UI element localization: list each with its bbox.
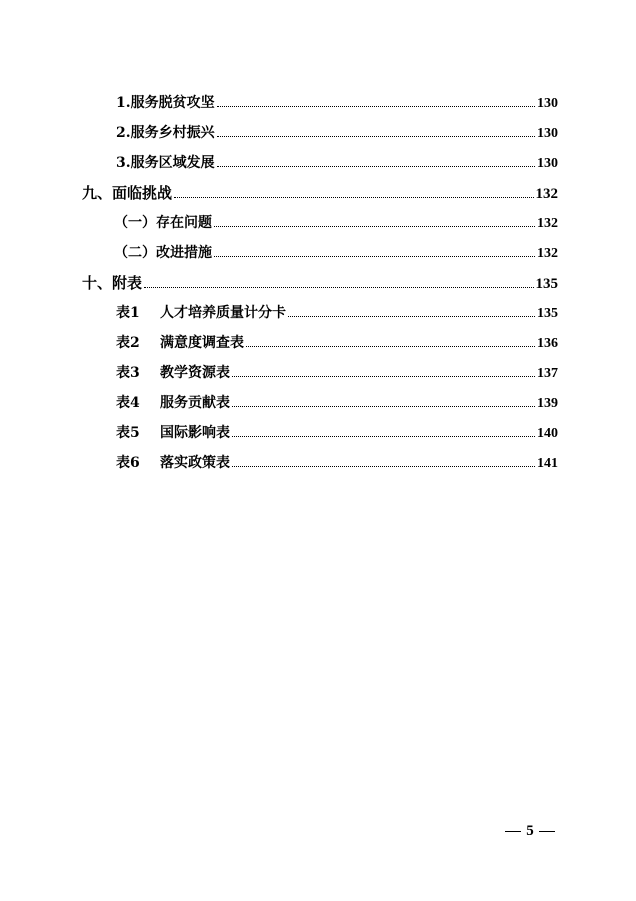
- toc-entry[interactable]: [114, 212, 558, 234]
- toc-entry-page: 130: [537, 156, 558, 171]
- dot-leader: [232, 466, 535, 467]
- toc-entry[interactable]: [116, 362, 558, 384]
- toc-entry[interactable]: [116, 92, 558, 114]
- dot-leader: [246, 346, 535, 347]
- dot-leader: [232, 406, 535, 407]
- toc-entry-title: 2.服务乡村振兴: [116, 125, 215, 141]
- table-label: 表4: [116, 395, 140, 411]
- toc-entry-page: 135: [535, 276, 558, 292]
- dot-leader: [214, 226, 535, 227]
- table-name: 满意度调查表: [160, 335, 244, 351]
- toc-entry-title: [116, 392, 230, 414]
- toc-entry-page: 135: [537, 306, 558, 321]
- toc-entry-title: [116, 332, 244, 354]
- toc-entry-page: 132: [537, 246, 558, 261]
- dot-leader: [217, 166, 535, 167]
- toc-entry-page: 132: [537, 216, 558, 231]
- toc-entry[interactable]: [82, 272, 558, 294]
- toc-entry-page: 140: [537, 426, 558, 441]
- toc-entry-page: 130: [537, 96, 558, 111]
- dot-leader: [217, 136, 535, 137]
- dot-leader: [174, 197, 533, 198]
- page-footer: [500, 823, 560, 840]
- table-name: 国际影响表: [160, 425, 230, 441]
- toc-entry[interactable]: [116, 422, 558, 444]
- toc-entry-title: 1.服务脱贫攻坚: [116, 95, 215, 111]
- toc-entry-title: 十、附表: [82, 274, 143, 292]
- dot-leader: [144, 287, 533, 288]
- toc-entry[interactable]: [116, 332, 558, 354]
- toc-entry-page: 141: [537, 456, 558, 471]
- toc-entry-title: [116, 452, 230, 474]
- toc-entry[interactable]: [116, 122, 558, 144]
- toc-entry-page: 137: [537, 366, 558, 381]
- dot-leader: [214, 256, 535, 257]
- toc-entry-page: 130: [537, 126, 558, 141]
- toc-entry[interactable]: [114, 242, 558, 264]
- toc-entry[interactable]: [116, 392, 558, 414]
- dot-leader: [288, 316, 535, 317]
- table-label: 表5: [116, 425, 140, 441]
- table-name: 人才培养质量计分卡: [160, 305, 286, 321]
- table-label: 表1: [116, 305, 140, 321]
- toc-entry[interactable]: [116, 452, 558, 474]
- toc-entry-title: [116, 302, 286, 324]
- toc-entry[interactable]: [82, 182, 558, 204]
- toc-entry-title: [116, 422, 230, 444]
- toc-entry[interactable]: [116, 302, 558, 324]
- toc-entry-page: 136: [537, 336, 558, 351]
- dot-leader: [232, 436, 535, 437]
- table-name: 落实政策表: [160, 455, 230, 471]
- table-label: 表6: [116, 455, 140, 471]
- toc-entry-page: 132: [535, 186, 558, 202]
- toc-entry-title: 3.服务区域发展: [116, 155, 215, 171]
- dot-leader: [217, 106, 535, 107]
- toc-entry[interactable]: [116, 152, 558, 174]
- dash-left: [505, 831, 521, 832]
- table-label: 表3: [116, 365, 140, 381]
- table-name: 教学资源表: [160, 365, 230, 381]
- table-name: 服务贡献表: [160, 395, 230, 411]
- toc-entry-title: [116, 362, 230, 384]
- dot-leader: [232, 376, 535, 377]
- dash-right: [539, 831, 555, 832]
- toc-entry-title: （一）存在问题: [114, 215, 212, 231]
- toc-entry-title: 九、面临挑战: [82, 184, 173, 202]
- toc-entry-page: 139: [537, 396, 558, 411]
- toc-entry-title: （二）改进措施: [114, 245, 212, 261]
- page-number: 5: [526, 823, 534, 839]
- table-label: 表2: [116, 335, 140, 351]
